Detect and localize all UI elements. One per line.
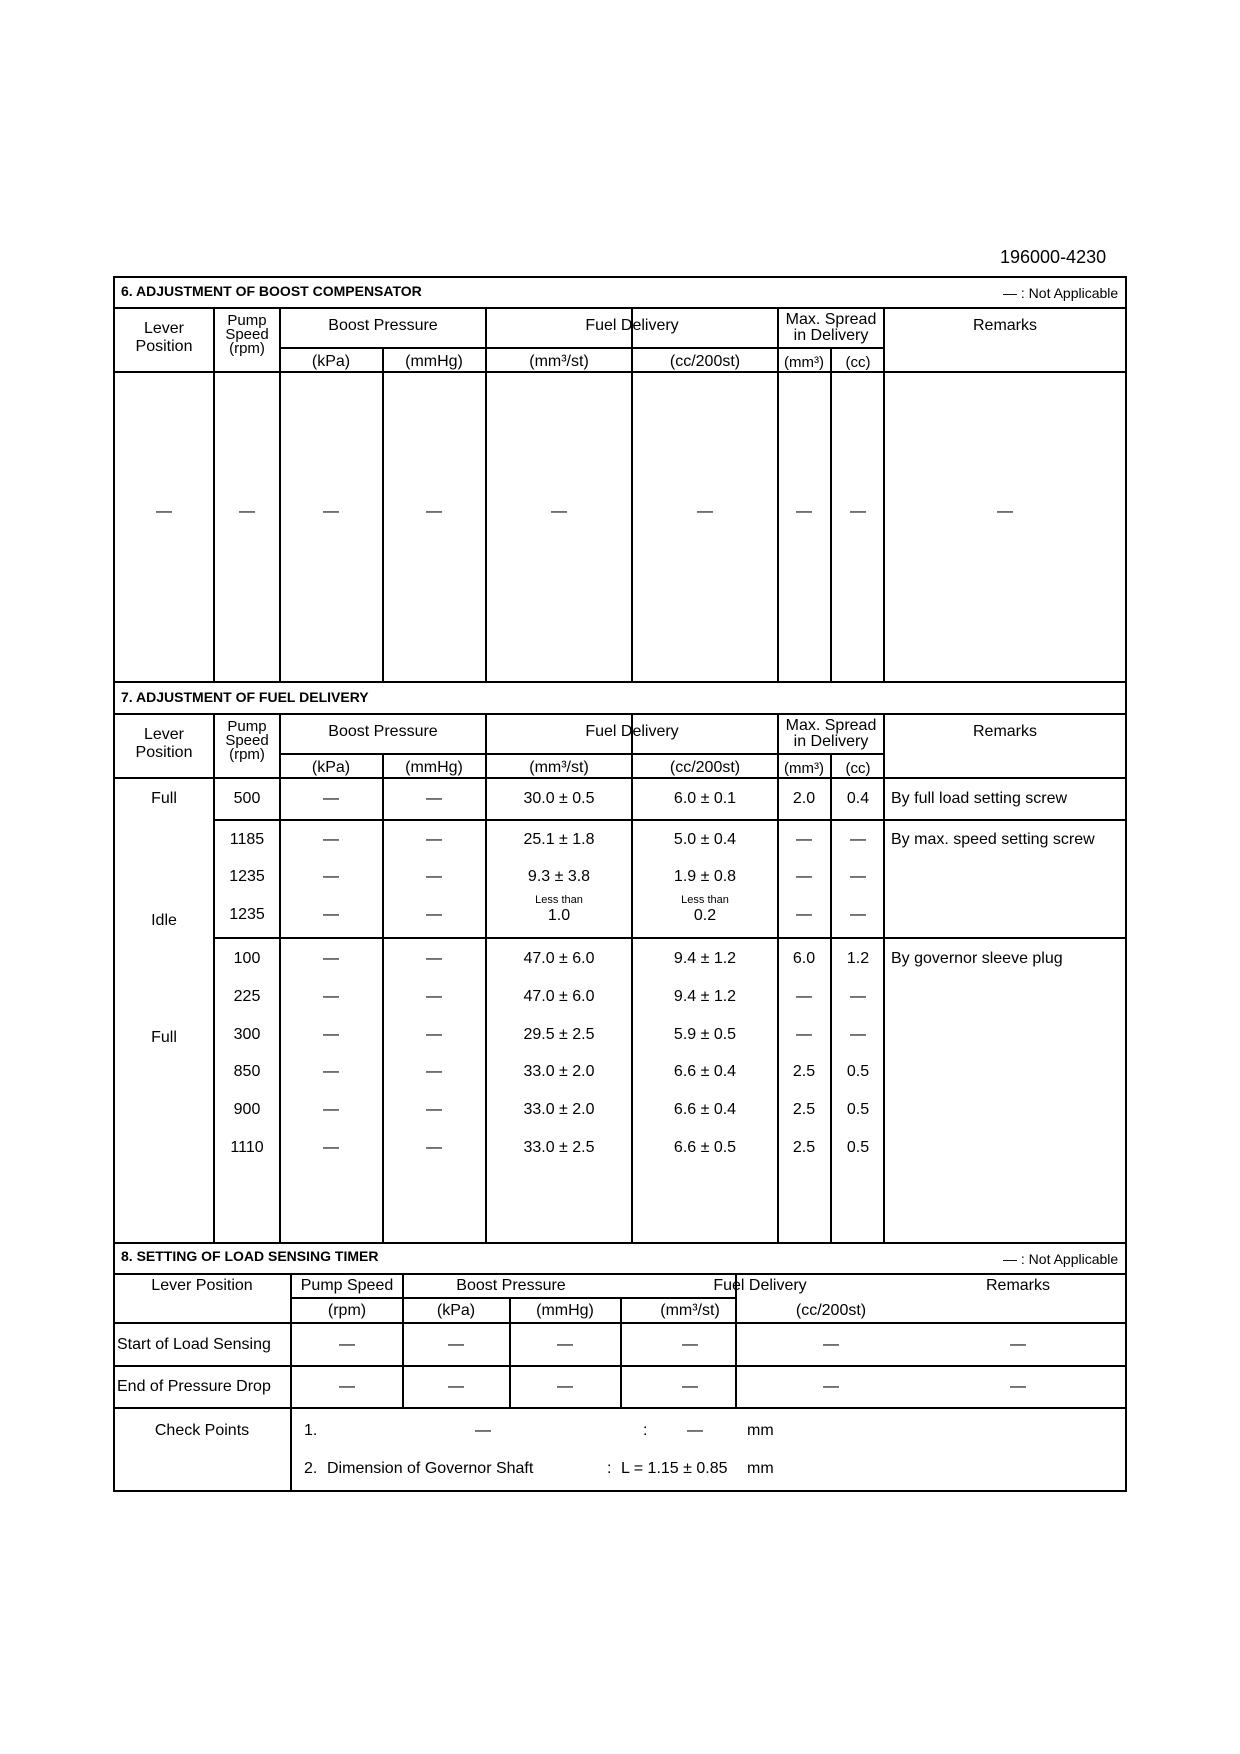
- na-dash: —: [323, 503, 339, 520]
- lever-position-header: Position: [135, 338, 193, 355]
- boost-mmhg-cell: —: [426, 906, 442, 923]
- check-point-1-value: —: [687, 1422, 703, 1439]
- check-point-2-name: Dimension of Governor Shaft: [327, 1460, 534, 1477]
- check-point-2-colon: :: [607, 1460, 612, 1477]
- section-6-title: 6. ADJUSTMENT OF BOOST COMPENSATOR: [121, 283, 422, 299]
- spread-cc-cell: —: [850, 1026, 866, 1043]
- pump-speed-cell: 850: [233, 1063, 261, 1080]
- boost-pressure-header: Boost Pressure: [328, 723, 438, 740]
- document-number: 196000-4230: [1000, 247, 1107, 267]
- boost-mmhg-cell: —: [426, 1063, 442, 1080]
- lever-position-full: Full: [151, 1029, 177, 1046]
- boost-kpa-cell: —: [323, 1026, 339, 1043]
- na-dash: —: [997, 503, 1013, 520]
- pump-speed-cell: 1235: [229, 868, 265, 885]
- pump-speed-cell: 900: [233, 1101, 261, 1118]
- na-dash: —: [448, 1378, 464, 1395]
- cc-per-200st-header: (cc/200st): [669, 353, 741, 370]
- spread-mm3-cell: —: [796, 868, 812, 885]
- fuel-cc-per-200st-cell: 5.0 ± 0.4: [673, 831, 737, 848]
- pump-speed-header: Pump: [227, 718, 267, 735]
- spread-cc-cell: 0.5: [846, 1063, 870, 1080]
- fuel-delivery-header: Fuel Delivery: [585, 317, 679, 334]
- fuel-mm3-per-stroke-cell: 1.0: [547, 907, 571, 924]
- fuel-cc-per-200st-cell: 6.6 ± 0.5: [673, 1139, 737, 1156]
- spread-cc-cell: —: [850, 906, 866, 923]
- spread-mm3-cell: —: [796, 1026, 812, 1043]
- fuel-cc-per-200st-cell: 9.4 ± 1.2: [673, 950, 737, 967]
- mm3-per-stroke-header: (mm³/st): [660, 1302, 720, 1319]
- boost-kpa-cell: —: [323, 1063, 339, 1080]
- lever-position-header: Lever Position: [151, 1277, 253, 1294]
- spread-mm3-cell: 2.5: [792, 1139, 816, 1156]
- mmhg-header: (mmHg): [405, 353, 463, 370]
- boost-kpa-cell: —: [323, 1139, 339, 1156]
- spread-cc-cell: —: [850, 868, 866, 885]
- na-dash: —: [682, 1336, 698, 1353]
- spread-cc-cell: 1.2: [846, 950, 870, 967]
- check-point-2-value: L = 1.15 ± 0.85: [621, 1460, 728, 1477]
- less-than-note: Less than: [535, 894, 583, 906]
- lever-position-header: Lever: [143, 726, 185, 743]
- pump-speed-header: Pump: [227, 312, 267, 329]
- fuel-mm3-per-stroke-cell: 33.0 ± 2.0: [523, 1063, 595, 1080]
- spread-mm3-cell: 6.0: [792, 950, 816, 967]
- na-dash: —: [448, 1336, 464, 1353]
- lever-position-idle: Idle: [151, 912, 177, 929]
- spread-cc-header: (cc): [845, 354, 871, 371]
- remarks-header: Remarks: [985, 1277, 1051, 1294]
- fuel-cc-per-200st-cell: 6.6 ± 0.4: [673, 1101, 737, 1118]
- spread-cc-cell: 0.4: [846, 790, 870, 807]
- pump-speed-cell: 225: [233, 988, 261, 1005]
- spread-cc-header: (cc): [845, 760, 871, 777]
- pump-speed-header: (rpm): [229, 340, 265, 357]
- lever-position-header: Position: [135, 744, 193, 761]
- fuel-cc-per-200st-cell: 1.9 ± 0.8: [673, 868, 737, 885]
- na-dash: —: [557, 1336, 573, 1353]
- max-spread-header: Max. Spread: [785, 717, 877, 734]
- spread-mm3-cell: —: [796, 988, 812, 1005]
- section-7-title: 7. ADJUSTMENT OF FUEL DELIVERY: [121, 689, 369, 705]
- boost-kpa-cell: —: [323, 988, 339, 1005]
- max-spread-header: in Delivery: [793, 733, 869, 750]
- spread-mm3-cell: 2.5: [792, 1101, 816, 1118]
- na-dash: —: [557, 1378, 573, 1395]
- pump-speed-cell: 300: [233, 1026, 261, 1043]
- na-dash: —: [339, 1336, 355, 1353]
- remarks-cell: By full load setting screw: [891, 790, 1068, 807]
- boost-mmhg-cell: —: [426, 1026, 442, 1043]
- fuel-delivery-header: Fuel Delivery: [585, 723, 679, 740]
- remarks-header: Remarks: [972, 723, 1038, 740]
- cc-per-200st-header: (cc/200st): [669, 759, 741, 776]
- na-dash: —: [823, 1378, 839, 1395]
- spread-cc-cell: —: [850, 988, 866, 1005]
- not-applicable-legend: — : Not Applicable: [1003, 1251, 1119, 1267]
- check-point-1-unit: mm: [747, 1422, 774, 1439]
- kpa-header: (kPa): [311, 353, 351, 370]
- check-point-2-unit: mm: [747, 1460, 774, 1477]
- remarks-header: Remarks: [972, 317, 1038, 334]
- na-dash: —: [850, 503, 866, 520]
- boost-kpa-cell: —: [323, 1101, 339, 1118]
- pump-speed-header: Speed: [225, 326, 269, 343]
- fuel-mm3-per-stroke-cell: 29.5 ± 2.5: [523, 1026, 595, 1043]
- mm3-per-stroke-header: (mm³/st): [529, 759, 589, 776]
- na-dash: —: [823, 1336, 839, 1353]
- na-dash: —: [426, 503, 442, 520]
- boost-kpa-cell: —: [323, 790, 339, 807]
- check-point-1-name: —: [475, 1422, 491, 1439]
- boost-kpa-cell: —: [323, 950, 339, 967]
- boost-mmhg-cell: —: [426, 1101, 442, 1118]
- pump-speed-header: Speed: [225, 732, 269, 749]
- na-dash: —: [682, 1378, 698, 1395]
- boost-kpa-cell: —: [323, 868, 339, 885]
- na-dash: —: [551, 503, 567, 520]
- na-dash: —: [339, 1378, 355, 1395]
- fuel-mm3-per-stroke-cell: 9.3 ± 3.8: [527, 868, 591, 885]
- fuel-mm3-per-stroke-cell: 47.0 ± 6.0: [523, 950, 595, 967]
- boost-mmhg-cell: —: [426, 988, 442, 1005]
- lever-position-header: Lever: [143, 320, 185, 337]
- pump-speed-cell: 1185: [229, 831, 265, 848]
- fuel-delivery-header: Fuel Delivery: [713, 1277, 807, 1294]
- fuel-cc-per-200st-cell: 5.9 ± 0.5: [673, 1026, 737, 1043]
- spread-cc-cell: —: [850, 831, 866, 848]
- lever-position-full: Full: [151, 790, 177, 807]
- boost-mmhg-cell: —: [426, 1139, 442, 1156]
- check-point-1-number: 1.: [304, 1422, 318, 1439]
- fuel-mm3-per-stroke-cell: 33.0 ± 2.0: [523, 1101, 595, 1118]
- fuel-cc-per-200st-cell: 6.6 ± 0.4: [673, 1063, 737, 1080]
- check-points-label: Check Points: [154, 1422, 250, 1439]
- spread-mm3-cell: —: [796, 831, 812, 848]
- boost-mmhg-cell: —: [426, 868, 442, 885]
- boost-kpa-cell: —: [323, 906, 339, 923]
- fuel-mm3-per-stroke-cell: 47.0 ± 6.0: [523, 988, 595, 1005]
- mm3-per-stroke-header: (mm³/st): [529, 353, 589, 370]
- start-of-load-sensing-label: Start of Load Sensing: [117, 1336, 271, 1353]
- spread-mm3-cell: 2.5: [792, 1063, 816, 1080]
- na-dash: —: [1010, 1378, 1026, 1395]
- fuel-cc-per-200st-cell: 9.4 ± 1.2: [673, 988, 737, 1005]
- pump-speed-cell: 100: [233, 950, 261, 967]
- less-than-note: Less than: [681, 894, 729, 906]
- pump-speed-cell: 1110: [230, 1139, 264, 1156]
- na-dash: —: [156, 503, 172, 520]
- cc-per-200st-header: (cc/200st): [795, 1302, 867, 1319]
- fuel-mm3-per-stroke-cell: 25.1 ± 1.8: [523, 831, 595, 848]
- pump-speed-header: (rpm): [229, 746, 265, 763]
- na-dash: —: [239, 503, 255, 520]
- kpa-header: (kPa): [311, 759, 351, 776]
- section-8-title: 8. SETTING OF LOAD SENSING TIMER: [121, 1248, 379, 1264]
- max-spread-header: Max. Spread: [785, 311, 877, 328]
- fuel-cc-per-200st-cell: 6.0 ± 0.1: [673, 790, 737, 807]
- spread-mm3-header: (mm³): [784, 354, 824, 371]
- max-spread-header: in Delivery: [793, 327, 869, 344]
- rpm-header: (rpm): [327, 1302, 367, 1319]
- spread-cc-cell: 0.5: [846, 1139, 870, 1156]
- na-dash: —: [1010, 1336, 1026, 1353]
- pump-speed-cell: 500: [233, 790, 261, 807]
- na-dash: —: [796, 503, 812, 520]
- boost-kpa-cell: —: [323, 831, 339, 848]
- end-of-pressure-drop-label: End of Pressure Drop: [117, 1378, 271, 1395]
- fuel-mm3-per-stroke-cell: 30.0 ± 0.5: [523, 790, 595, 807]
- boost-pressure-header: Boost Pressure: [328, 317, 438, 334]
- pump-speed-cell: 1235: [229, 906, 265, 923]
- na-dash: —: [697, 503, 713, 520]
- check-point-2-number: 2.: [304, 1460, 318, 1477]
- boost-mmhg-cell: —: [426, 831, 442, 848]
- boost-mmhg-cell: —: [426, 790, 442, 807]
- pump-speed-header: Pump Speed: [300, 1277, 394, 1294]
- boost-mmhg-cell: —: [426, 950, 442, 967]
- specification-sheet: [113, 276, 1127, 1492]
- mmhg-header: (mmHg): [536, 1302, 594, 1319]
- spread-mm3-cell: —: [796, 906, 812, 923]
- fuel-cc-per-200st-cell: 0.2: [693, 907, 717, 924]
- check-point-1-colon: :: [643, 1422, 648, 1439]
- remarks-cell: By governor sleeve plug: [891, 950, 1063, 967]
- spread-mm3-header: (mm³): [784, 760, 824, 777]
- spread-cc-cell: 0.5: [846, 1101, 870, 1118]
- kpa-header: (kPa): [436, 1302, 476, 1319]
- fuel-mm3-per-stroke-cell: 33.0 ± 2.5: [523, 1139, 595, 1156]
- not-applicable-legend: — : Not Applicable: [1003, 285, 1119, 301]
- boost-pressure-header: Boost Pressure: [456, 1277, 566, 1294]
- mmhg-header: (mmHg): [405, 759, 463, 776]
- spread-mm3-cell: 2.0: [792, 790, 816, 807]
- remarks-cell: By max. speed setting screw: [891, 831, 1095, 848]
